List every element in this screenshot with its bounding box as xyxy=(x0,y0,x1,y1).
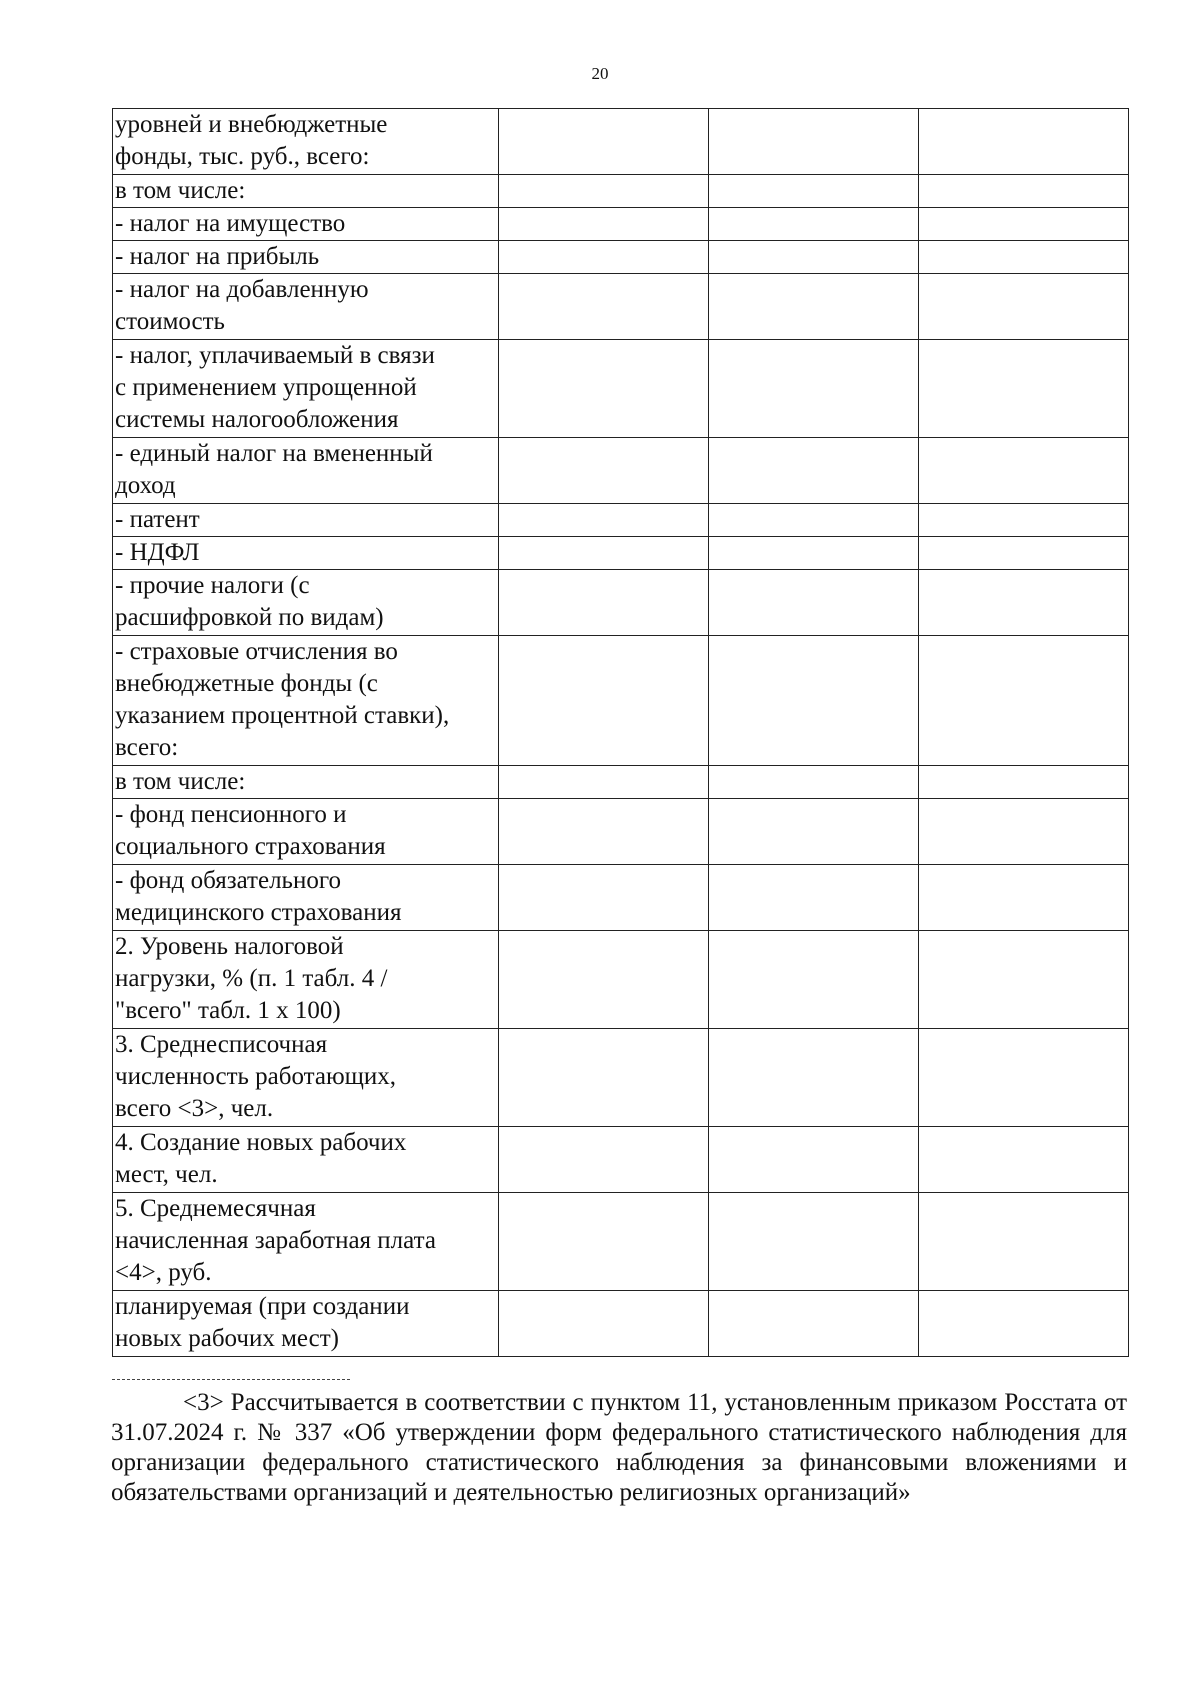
value-cell xyxy=(709,1029,919,1127)
value-cell xyxy=(919,504,1129,537)
value-cell xyxy=(709,766,919,799)
value-cell xyxy=(499,241,709,274)
table-body xyxy=(113,109,1129,1357)
row-label: - прочие налоги (с расшифровкой по видам) xyxy=(113,570,499,636)
value-cell xyxy=(499,1193,709,1291)
value-cell xyxy=(919,175,1129,208)
value-cell xyxy=(709,175,919,208)
value-cell xyxy=(919,865,1129,931)
value-cell xyxy=(709,537,919,570)
value-cell xyxy=(499,1291,709,1357)
value-cell xyxy=(499,1127,709,1193)
value-cell xyxy=(919,766,1129,799)
table-row xyxy=(113,1029,1129,1127)
row-label: уровней и внебюджетные фонды, тыс. руб., всего: xyxy=(113,109,499,175)
value-cell xyxy=(709,109,919,175)
row-label: 4. Создание новых рабочих мест, чел. xyxy=(113,1127,499,1193)
value-cell xyxy=(709,636,919,766)
page-number: 20 xyxy=(591,64,609,83)
row-label: в том числе: xyxy=(113,175,499,208)
value-cell xyxy=(919,636,1129,766)
value-cell xyxy=(709,504,919,537)
table-row xyxy=(113,109,1129,175)
table-row xyxy=(113,766,1129,799)
value-cell xyxy=(709,1193,919,1291)
value-cell xyxy=(709,865,919,931)
value-cell xyxy=(499,274,709,340)
value-cell xyxy=(499,504,709,537)
value-cell xyxy=(919,570,1129,636)
value-cell xyxy=(499,537,709,570)
footnote-separator xyxy=(112,1379,350,1380)
table-row xyxy=(113,931,1129,1029)
row-label: - фонд пенсионного и социального страхования xyxy=(113,799,499,865)
value-cell xyxy=(919,438,1129,504)
value-cell xyxy=(499,340,709,438)
value-cell xyxy=(919,931,1129,1029)
row-label: 3. Среднесписочная численность работающих, всего <3>, чел. xyxy=(113,1029,499,1127)
row-label: 5. Среднемесячная начисленная заработная плата <4>, руб. xyxy=(113,1193,499,1291)
value-cell xyxy=(919,1291,1129,1357)
row-label: планируемая (при создании новых рабочих мест) xyxy=(113,1291,499,1357)
table-row xyxy=(113,208,1129,241)
row-label: - налог на имущество xyxy=(113,208,499,241)
value-cell xyxy=(709,274,919,340)
value-cell xyxy=(709,931,919,1029)
row-label: - налог на прибыль xyxy=(113,241,499,274)
table-row xyxy=(113,274,1129,340)
value-cell xyxy=(919,274,1129,340)
table-row xyxy=(113,340,1129,438)
row-label: - единый налог на вмененный доход xyxy=(113,438,499,504)
value-cell xyxy=(919,1193,1129,1291)
value-cell xyxy=(499,1029,709,1127)
row-label: - налог, уплачиваемый в связи с применением упрощенной системы налогообложения xyxy=(113,340,499,438)
table-row xyxy=(113,1127,1129,1193)
value-cell xyxy=(709,1291,919,1357)
value-cell xyxy=(919,109,1129,175)
value-cell xyxy=(499,766,709,799)
row-label: - налог на добавленную стоимость xyxy=(113,274,499,340)
value-cell xyxy=(919,340,1129,438)
value-cell xyxy=(499,175,709,208)
value-cell xyxy=(499,109,709,175)
value-cell xyxy=(709,340,919,438)
table-row xyxy=(113,241,1129,274)
value-cell xyxy=(919,537,1129,570)
row-label: 2. Уровень налоговой нагрузки, % (п. 1 табл. 4 / "всего" табл. 1 x 100) xyxy=(113,931,499,1029)
row-label: в том числе: xyxy=(113,766,499,799)
value-cell xyxy=(499,865,709,931)
value-cell xyxy=(919,799,1129,865)
value-cell xyxy=(919,1029,1129,1127)
value-cell xyxy=(919,1127,1129,1193)
value-cell xyxy=(499,438,709,504)
table-row xyxy=(113,636,1129,766)
value-cell xyxy=(499,636,709,766)
value-cell xyxy=(499,208,709,241)
table-row xyxy=(113,1193,1129,1291)
value-cell xyxy=(499,931,709,1029)
value-cell xyxy=(919,208,1129,241)
value-cell xyxy=(709,438,919,504)
table-row xyxy=(113,799,1129,865)
row-label: - НДФЛ xyxy=(113,537,499,570)
value-cell xyxy=(709,570,919,636)
row-label: - фонд обязательного медицинского страхования xyxy=(113,865,499,931)
indicators-table xyxy=(112,108,1129,1357)
value-cell xyxy=(709,241,919,274)
table-row xyxy=(113,537,1129,570)
value-cell xyxy=(919,241,1129,274)
table-row xyxy=(113,504,1129,537)
table-row xyxy=(113,570,1129,636)
table-row xyxy=(113,1291,1129,1357)
row-label: - страховые отчисления во внебюджетные фонды (с указанием процентной ставки), всего: xyxy=(113,636,499,766)
value-cell xyxy=(499,570,709,636)
footnote-3: <3> Рассчитывается в соответствии с пунктом 11, установленным приказом Росстата от 31.07.2024 г. № 337 «Об утверждении форм федерального статистического наблюдения для организации федерального статистического наблюдения за финансовыми вложениями и обязательствами организаций и деятельностью религиозных организаций» xyxy=(111,1389,1127,1506)
value-cell xyxy=(709,799,919,865)
row-label: - патент xyxy=(113,504,499,537)
value-cell xyxy=(709,1127,919,1193)
table-row xyxy=(113,865,1129,931)
value-cell xyxy=(709,208,919,241)
table-row xyxy=(113,175,1129,208)
value-cell xyxy=(499,799,709,865)
table-row xyxy=(113,438,1129,504)
